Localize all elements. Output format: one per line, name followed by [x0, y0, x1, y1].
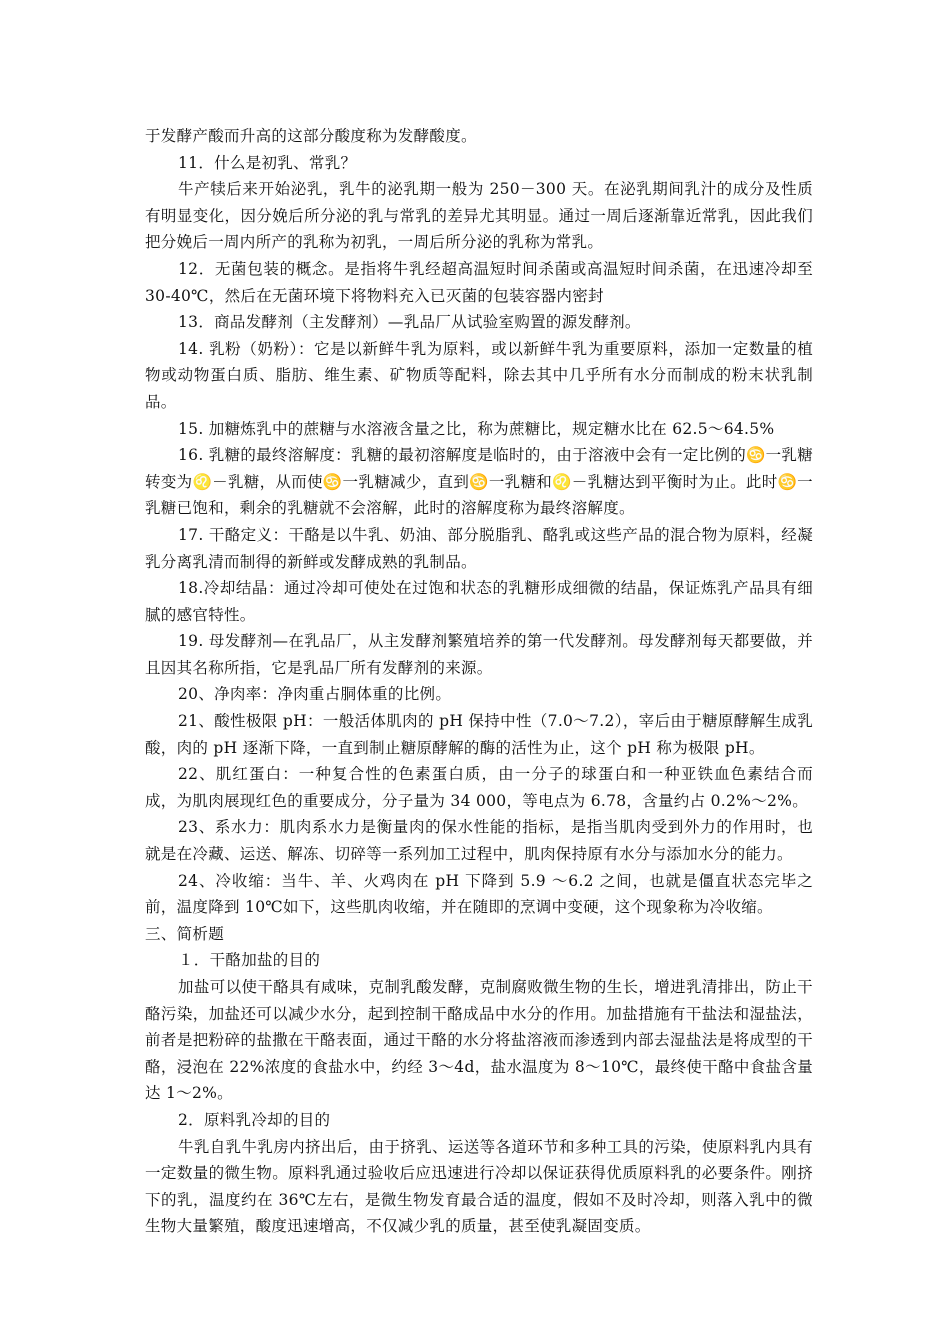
item-14-milk-powder: 14. 乳粉（奶粉）：它是以新鲜牛乳为原料，或以新鲜牛乳为重要原料，添加一定数量的植物或动物蛋白质、脂肪、维生素、矿物质等配料，除去其中几乎所有水分而制成的粉末状乳制品。	[145, 339, 813, 411]
analysis-1-heading: １．干酪加盐的目的	[178, 951, 321, 970]
item-12-aseptic-packaging: 12．无菌包装的概念。是指将牛乳经超高温短时间杀菌或高温短时间杀菌，在迅速冷却至 30-40℃，然后在无菌环境下将物料充入已灭菌的包装容器内密封	[145, 259, 813, 305]
document-body	[145, 123, 813, 1240]
answer-11-paragraph: 牛产犊后来开始泌乳，乳牛的泌乳期一般为 250－300 天。在泌乳期间乳汁的成分及性质有明显变化，因分娩后所分泌的乳与常乳的差异尤其明显。通过一周后逐渐靠近常乳，因此我们把分娩后一周内所产的乳称为初乳，一周后所分泌的乳称为常乳。	[145, 180, 813, 252]
item-19-mother-starter: 19. 母发酵剂—在乳品厂，从主发酵剂繁殖培养的第一代发酵剂。母发酵剂每天都要做，并且因其名称所指，它是乳品厂所有发酵剂的来源。	[145, 632, 813, 677]
item-18-cooling-crystallization: 18.冷却结晶：通过冷却可使处在过饱和状态的乳糖形成细微的结晶，保证炼乳产品具有细腻的感官特性。	[145, 579, 813, 624]
analysis-2-heading: 2．原料乳冷却的目的	[178, 1110, 331, 1129]
item-17-cheese-definition: 17. 干酪定义：干酪是以牛乳、奶油、部分脱脂乳、酪乳或这些产品的混合物为原料，经凝乳分离乳清而制得的新鲜或发酵成熟的乳制品。	[145, 525, 813, 571]
analysis-2-answer: 牛乳自乳牛乳房内挤出后，由于挤乳、运送等各道环节和多种工具的污染，使原料乳内具有一定数量的微生物。原料乳通过验收后应迅速进行冷却以保证获得优质原料乳的必要条件。刚挤下的乳，温度约在 36℃左右，是微生物发育最合适的温度，假如不及时冷却，则落入乳中的微生物大量繁殖，酸度迅速增高，不仅减少乳的质量，甚至使乳凝固变质。	[145, 1137, 813, 1236]
item-16-lactose-solubility: 16. 乳糖的最终溶解度：乳糖的最初溶解度是临时的，由于溶液中会有一定比例的♋一乳糖转变为♌－乳糖，从而使♋一乳糖减少，直到♋一乳糖和♌－乳糖达到平衡时为止。此时♋一乳糖已饱和，剩余的乳糖就不会溶解，此时的溶解度称为最终溶解度。	[145, 446, 813, 518]
item-21-ultimate-ph: 21、酸性极限 pH：一般活体肌肉的 pH 保持中性（7.0～7.2），宰后由于糖原酵解生成乳酸，肉的 pH 逐渐下降，一直到制止糖原酵解的酶的活性为止，这个 pH 称为极限 pH。	[145, 712, 813, 757]
question-11-heading: 11．什么是初乳、常乳？	[178, 153, 357, 172]
item-24-cold-shortening: 24、冷收缩：当牛、羊、火鸡肉在 pH 下降到 5.9 ～6.2 之间，也就是僵直状态完毕之前，温度降到 10℃如下，这些肌肉收缩，并在随即的烹调中变硬，这个现象称为冷收缩。	[145, 871, 813, 917]
item-13-commercial-starter: 13．商品发酵剂（主发酵剂）—乳品厂从试验室购置的源发酵剂。	[178, 313, 641, 332]
section-heading-analysis: 三、简析题	[145, 924, 225, 943]
analysis-1-answer: 加盐可以使干酪具有咸味，克制乳酸发酵，克制腐败微生物的生长，增进乳清排出，防止干酪污染，加盐还可以减少水分，起到控制干酪成品中水分的作用。加盐措施有干盐法和湿盐法，前者是把粉碎的盐撒在干酪表面，通过干酪的水分将盐溶液而渗透到内部去湿盐法是将成型的干酪，浸泡在 22%浓度的食盐水中，约经 3～4d，盐水温度为 8～10℃，最终使干酪中食盐含量达 1～2%。	[145, 978, 813, 1103]
paragraph-fermentation-acidity: 于发酵产酸而升高的这部分酸度称为发酵酸度。	[145, 127, 477, 145]
item-22-myoglobin: 22、肌红蛋白：一种复合性的色素蛋白质，由一分子的球蛋白和一种亚铁血色素结合而成，为肌肉展现红色的重要成分，分子量为 34 000，等电点为 6.78，含量约占 0.2%～2%。	[145, 765, 813, 810]
item-15-sucrose-ratio: 15. 加糖炼乳中的蔗糖与水溶液含量之比，称为蔗糖比，规定糖水比在 62.5～64.5%	[178, 419, 775, 438]
item-20-net-meat-rate: 20、净肉率：净肉重占胴体重的比例。	[178, 685, 452, 704]
item-23-water-holding: 23、系水力：肌肉系水力是衡量肉的保水性能的指标，是指当肌肉受到外力的作用时，也就是在冷藏、运送、解冻、切碎等一系列加工过程中，肌肉保持原有水分与添加水分的能力。	[145, 818, 813, 864]
